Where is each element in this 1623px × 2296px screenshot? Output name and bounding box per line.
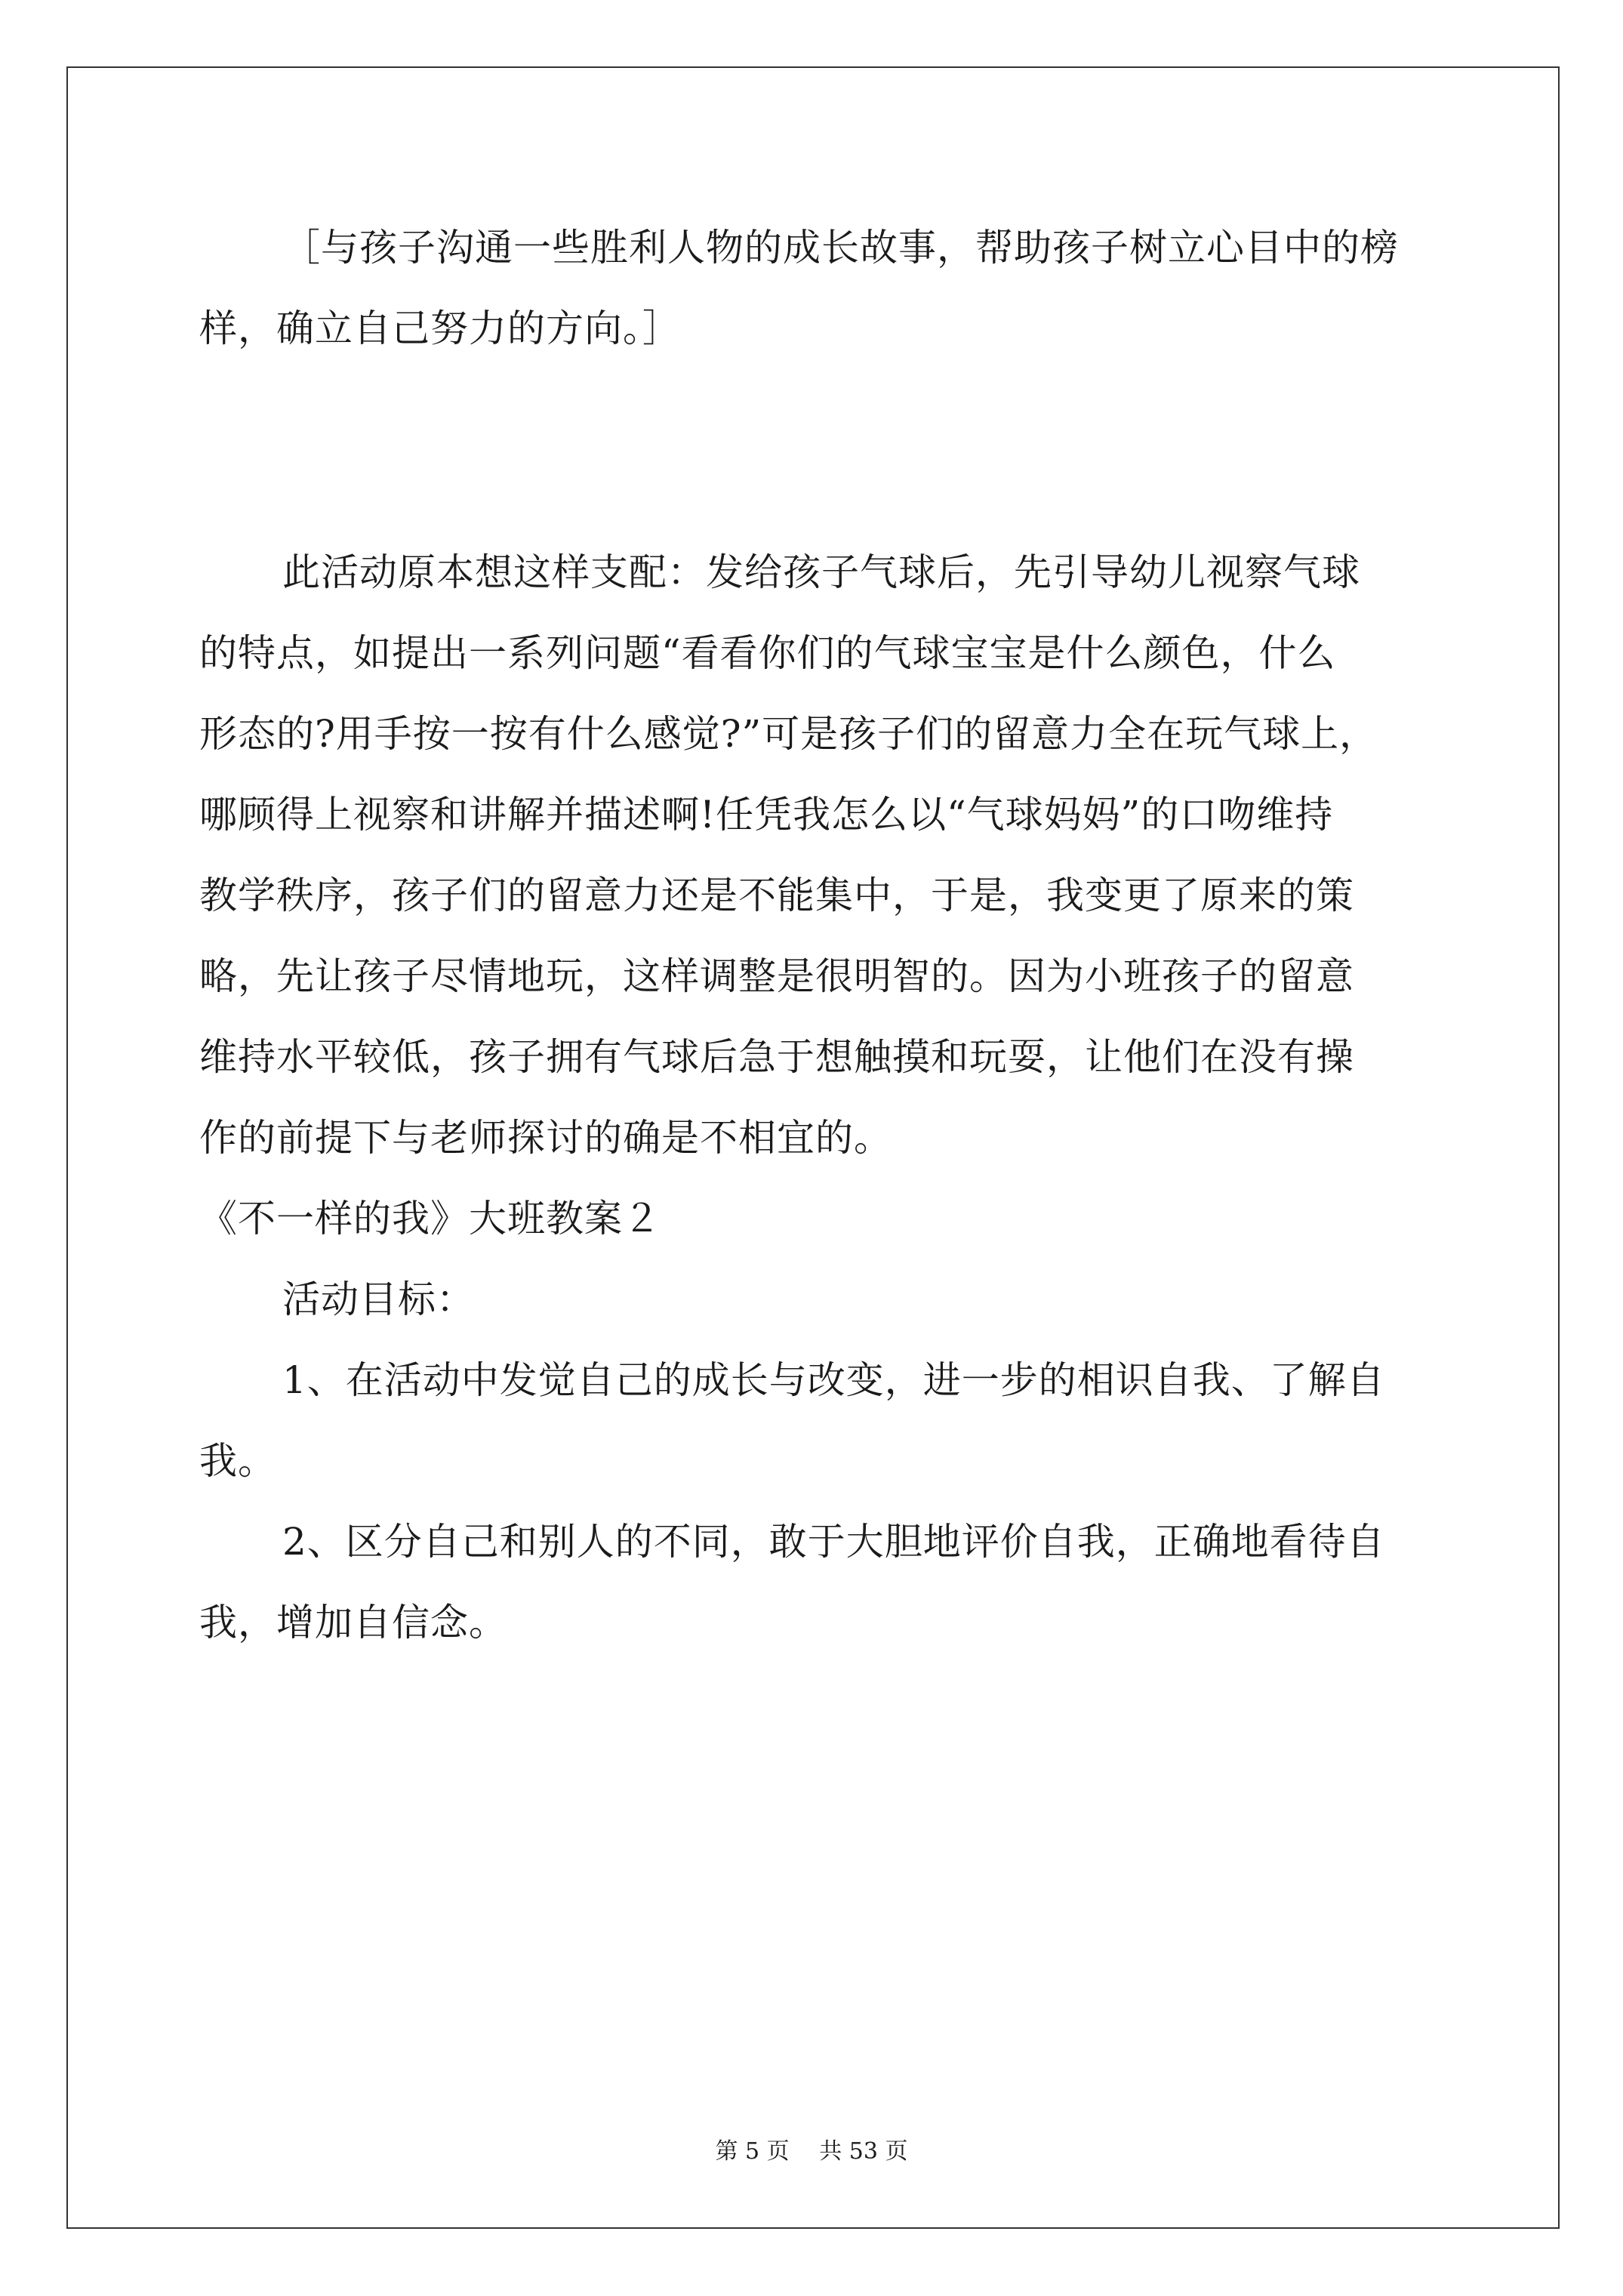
paragraph-2-line-2: 的特点，如提出一系列问题“看看你们的气球宝宝是什么颜色，什么 [199, 631, 1336, 675]
goal-1-line-2: 我。 [199, 1439, 276, 1483]
paragraph-2-line-6: 略，先让孩子尽情地玩，这样调整是很明智的。因为小班孩子的留意 [199, 954, 1354, 998]
paragraph-2-line-1: 此活动原本想这样支配：发给孩子气球后，先引导幼儿视察气球 [282, 550, 1360, 594]
section-heading: 《不一样的我》大班教案２ [199, 1197, 661, 1240]
paragraph-2-line-8: 作的前提下与老师探讨的确是不相宜的。 [199, 1116, 892, 1160]
paragraph-2-line-3: 形态的?用手按一按有什么感觉?”可是孩子们的留意力全在玩气球上， [199, 712, 1378, 756]
paragraph-1-line-2: 样，确立自己努力的方向。］ [199, 307, 681, 350]
paragraph-2-line-7: 维持水平较低，孩子拥有气球后急于想触摸和玩耍，让他们在没有操 [199, 1035, 1354, 1079]
goal-2-line-2: 我，增加自信念。 [199, 1601, 507, 1644]
activity-goals-label: 活动目标： [282, 1277, 475, 1321]
paragraph-1-line-1: ［与孩子沟通一些胜利人物的成长故事，帮助孩子树立心目中的榜 [282, 226, 1399, 270]
goal-2-line-1: 2、区分自己和别人的不同，敢于大胆地评价自我，正确地看待自 [282, 1520, 1385, 1564]
paragraph-2-line-5: 教学秩序，孩子们的留意力还是不能集中，于是，我变更了原来的策 [199, 874, 1354, 917]
paragraph-2-line-4: 哪顾得上视察和讲解并描述啊!任凭我怎么以“气球妈妈”的口吻维持 [199, 793, 1334, 837]
page-number-footer: 第 5 页 共 53 页 [715, 2138, 908, 2165]
goal-1-line-1: 1、在活动中发觉自己的成长与改变，进一步的相识自我、了解自 [282, 1358, 1385, 1402]
